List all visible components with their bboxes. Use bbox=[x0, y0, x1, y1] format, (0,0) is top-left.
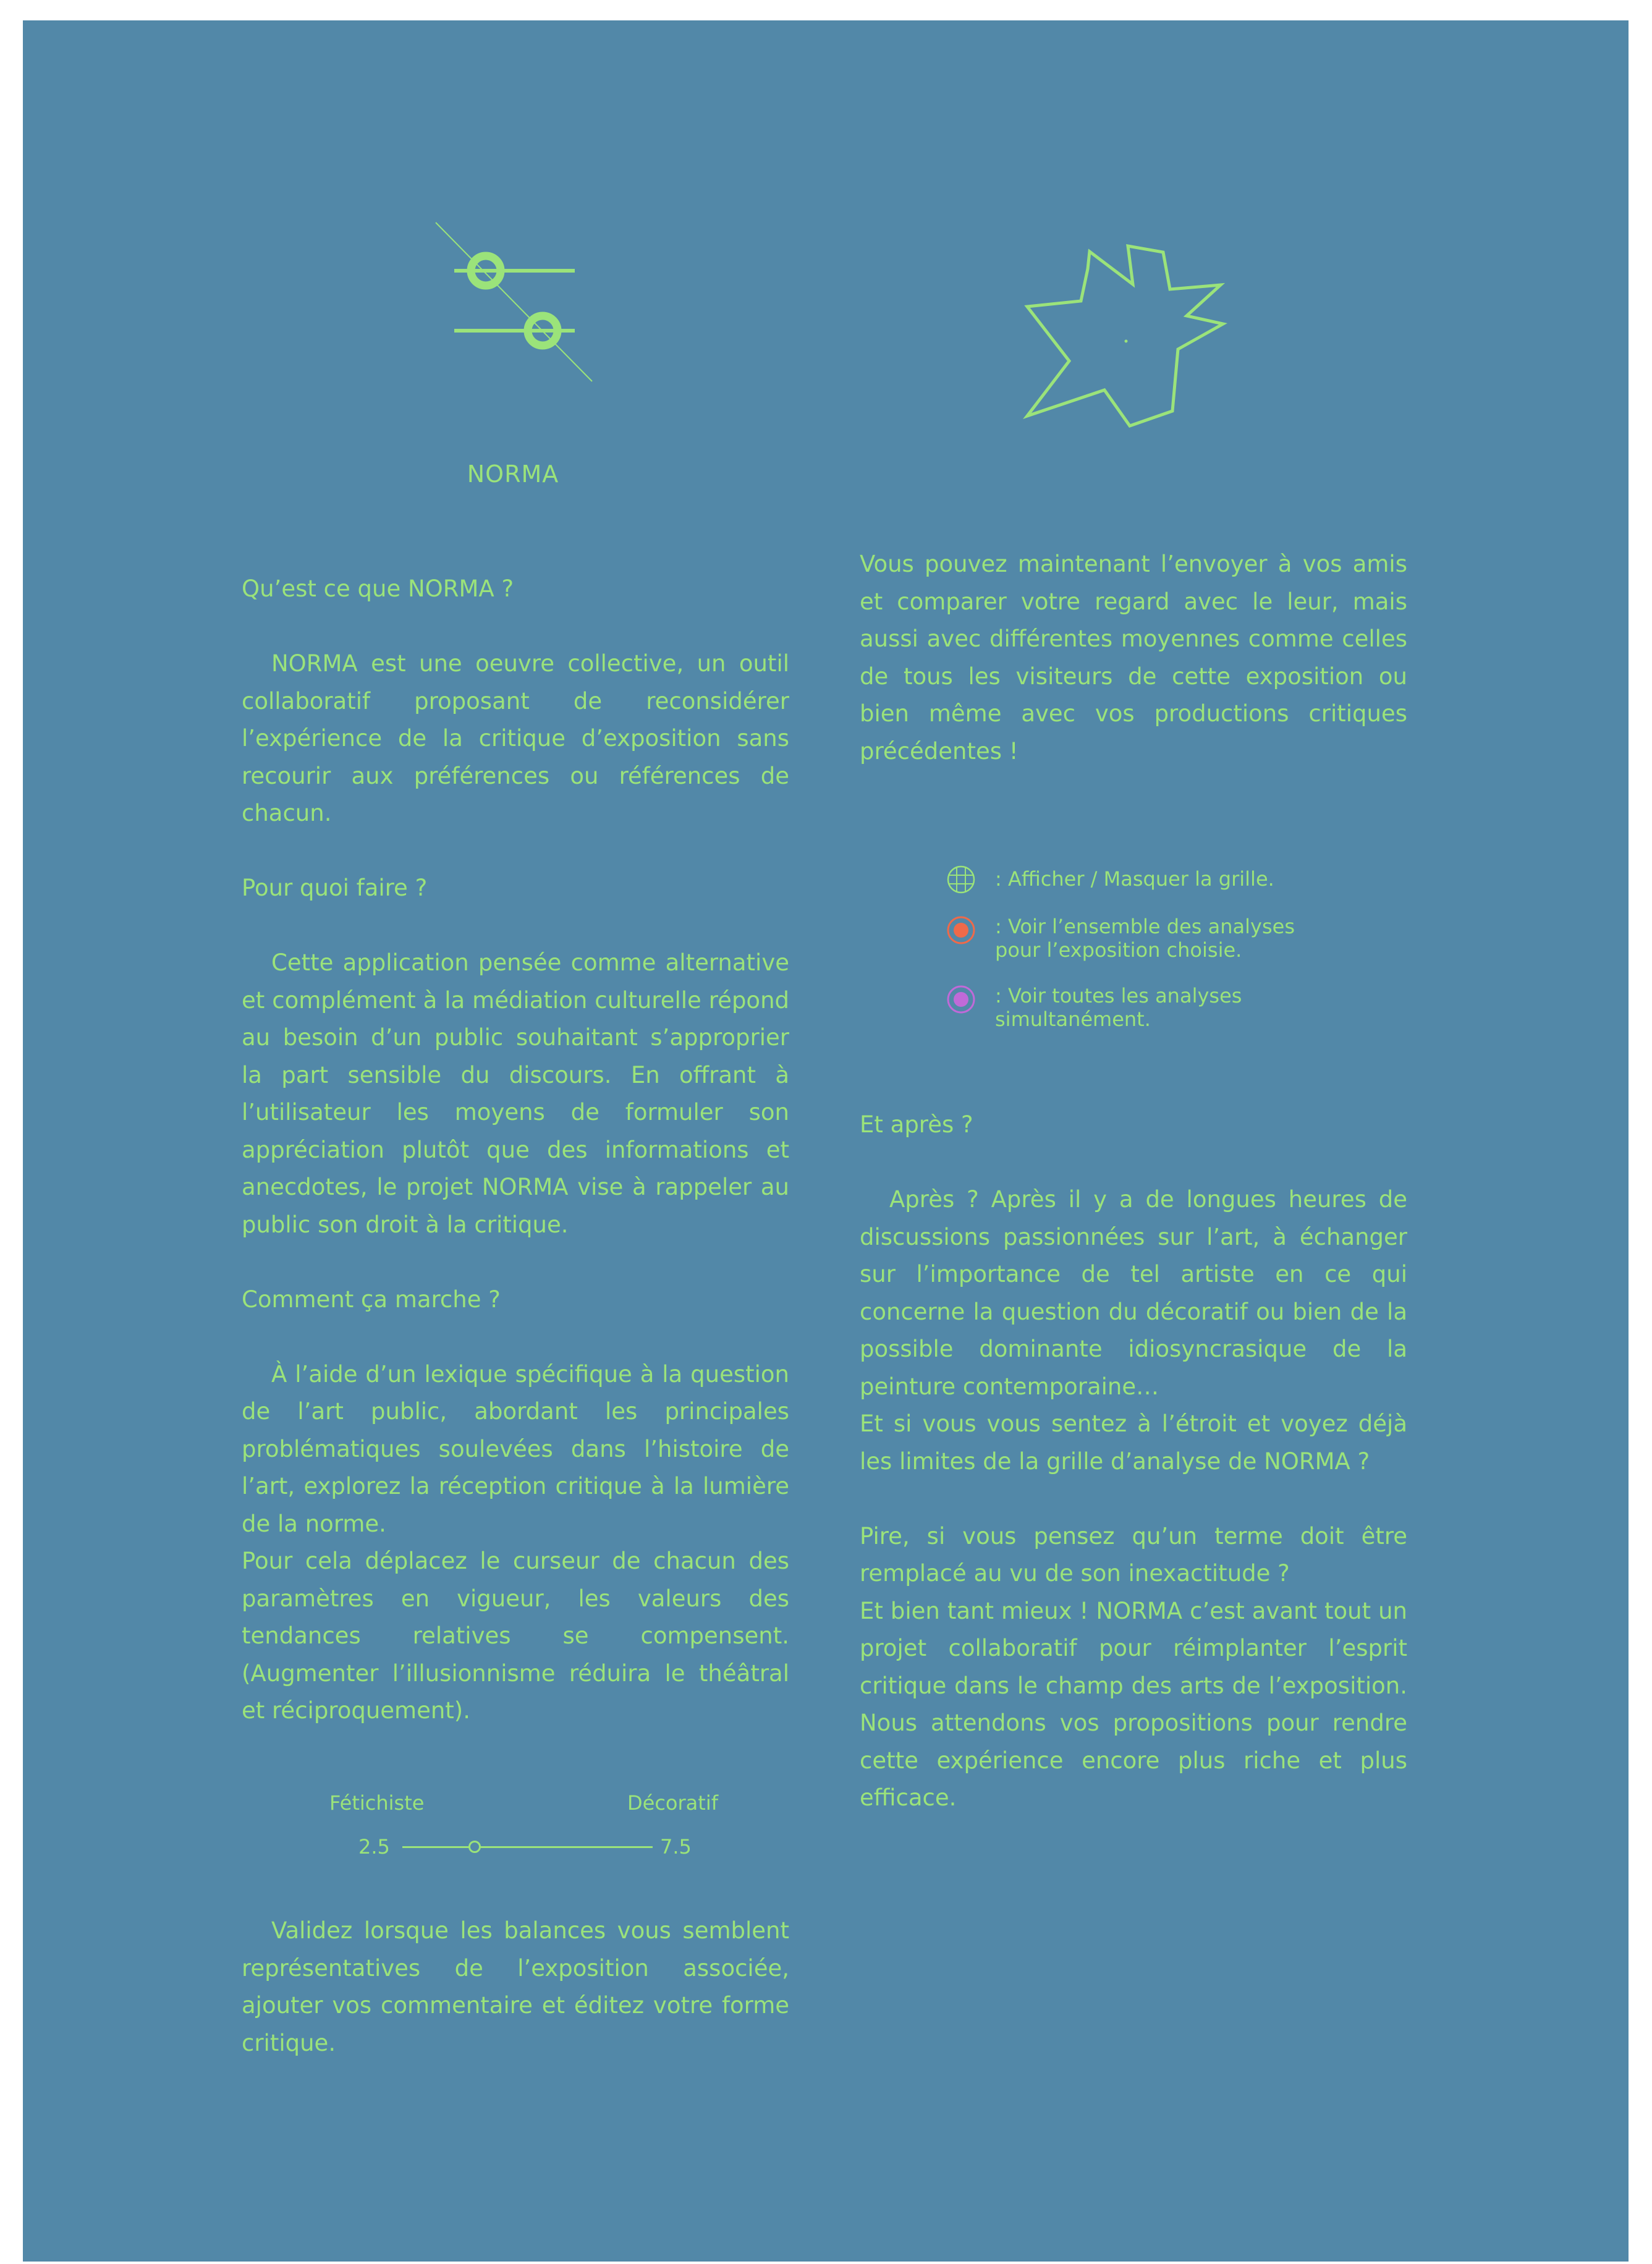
slider-right-value: 7.5 bbox=[660, 1835, 692, 1859]
legend-all-line1: : Voir toutes les analyses bbox=[995, 984, 1242, 1007]
grid-globe-icon bbox=[946, 864, 976, 895]
purple-target-icon bbox=[946, 984, 976, 1015]
paragraph-after-4: Et bien tant mieux ! NORMA c’est avant tout un projet collaboratif pour réimplanter l’esprit critique dans le champ des arts de l’exposition. Nous attendons vos propositions pour rendre cette expérience encore plus riche et plus efficace. bbox=[860, 1597, 1407, 1811]
orange-target-icon bbox=[946, 915, 976, 946]
paragraph-share: Vous pouvez maintenant l’envoyer à vos amis et comparer votre regard avec le leur, mais aussi avec différentes moyennes comme celles de tous les visiteurs de cette exposition ou bien même avec vos productions critiques précédentes ! bbox=[860, 551, 1407, 765]
slider-left-label: Fétichiste bbox=[329, 1791, 425, 1815]
paragraph-how-2: Pour cela déplacez le curseur de chacun des paramètres en vigueur, les valeurs des tendances relatives se compensent. (Augmenter l’illusionnisme réduira le théâtral et réciproquement). bbox=[242, 1548, 789, 1724]
slider-track[interactable] bbox=[402, 1846, 653, 1848]
paragraph-how-1: À l’aide d’un lexique spécifique à la question de l’art public, abordant les principales problématiques soulevées dans l’histoire de l’art, explorez la réception critique à la lumière de la norme. bbox=[242, 1360, 789, 1537]
paragraph-validate: Validez lorsque les balances vous semblent représentatives de l’exposition associée, ajouter vos commentaire et éditez votre forme critique. bbox=[242, 1917, 789, 2056]
paragraph-what: NORMA est une oeuvre collective, un outil collaboratif proposant de reconsidérer l’expérience de la critique d’exposition sans recourir aux préférences ou références de chacun. bbox=[242, 650, 789, 826]
right-column-bottom bbox=[860, 1106, 1407, 1817]
heading-after: Et après ? bbox=[860, 1111, 973, 1138]
norma-balance-logo-icon bbox=[433, 219, 599, 386]
legend-exhibition-line1: : Voir l’ensemble des analyses bbox=[995, 915, 1295, 938]
logo-title: NORMA bbox=[467, 460, 559, 488]
paragraph-after-2: Et si vous vous sentez à l’étroit et voyez déjà les limites de la grille d’analyse de NORMA ? bbox=[860, 1410, 1407, 1475]
legend-exhibition-line2: pour l’exposition choisie. bbox=[995, 938, 1242, 962]
critique-star-shape-icon bbox=[1014, 244, 1236, 436]
left-column bbox=[242, 570, 789, 1730]
heading-what: Qu’est ce que NORMA ? bbox=[242, 575, 514, 602]
right-column bbox=[860, 546, 1407, 770]
paragraph-why: Cette application pensée comme alternative et complément à la médiation culturelle répond au besoin d’un public souhaitant s’approprier la part sensible du discours. En offrant à l’utilisateur les moyens de formuler son appréciation plutôt que des informations et anecdotes, le projet NORMA vise à rappeler au public son droit à la critique. bbox=[242, 949, 789, 1238]
legend-all-line2: simultanément. bbox=[995, 1007, 1151, 1031]
slider-left-value: 2.5 bbox=[358, 1835, 390, 1859]
heading-how: Comment ça marche ? bbox=[242, 1286, 501, 1313]
legend-grid-text: : Afficher / Masquer la grille. bbox=[995, 867, 1274, 891]
legend-exhibition-text bbox=[995, 915, 1366, 962]
paragraph-after-1: Après ? Après il y a de longues heures de discussions passionnées sur l’art, à échanger sur l’importance de tel artiste en ce qui concerne la question du décoratif ou bien de la possible dominante idiosyncrasique de la peinture contemporaine… bbox=[860, 1186, 1407, 1400]
paragraph-after-3: Pire, si vous pensez qu’un terme doit être remplacé au vu de son inexactitude ? bbox=[860, 1522, 1407, 1587]
legend-all-text bbox=[995, 984, 1366, 1031]
left-column-bottom bbox=[242, 1912, 789, 2062]
heading-why: Pour quoi faire ? bbox=[242, 875, 428, 901]
slider-right-label: Décoratif bbox=[627, 1791, 718, 1815]
